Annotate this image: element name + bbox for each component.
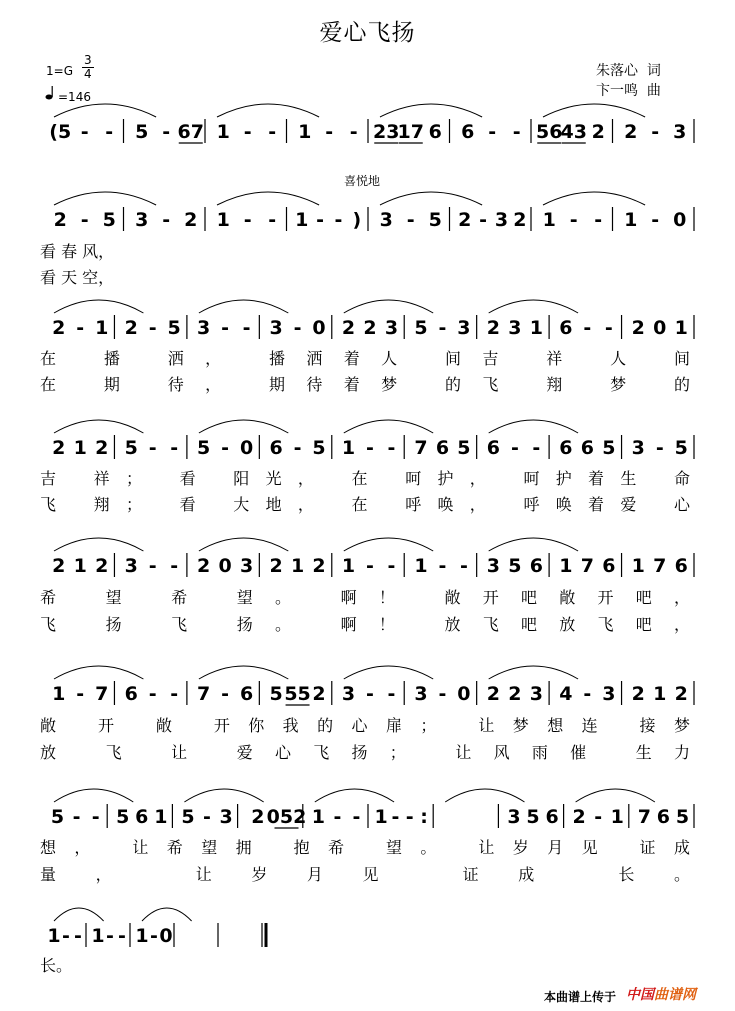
note-token: 3: [529, 683, 543, 705]
tie-arc: [199, 420, 288, 433]
note-token: 6: [124, 683, 138, 705]
note-token: 2: [674, 683, 688, 705]
note-token: 6: [269, 437, 283, 459]
note-token: 3: [239, 555, 254, 577]
note-token: 2: [52, 437, 66, 459]
note-token: 3: [341, 683, 356, 705]
tie-arc: [344, 538, 433, 551]
note-token: 5: [124, 437, 138, 459]
tie-arc: [344, 300, 433, 313]
lyric-line: 在 播 洒， 播洒着人 间吉 祥 人 间: [40, 349, 690, 368]
note-token: -: [243, 209, 252, 231]
note-token: 2: [95, 555, 109, 577]
note-token: -: [170, 683, 179, 705]
note-token: -: [148, 683, 157, 705]
note-token: 2: [624, 121, 638, 143]
note-token: -: [91, 806, 100, 828]
tie-arc: [543, 192, 645, 205]
note-token: 1: [47, 925, 61, 947]
note-token: 5: [602, 437, 616, 459]
note-token: -: [532, 437, 541, 459]
tie-arc: [54, 666, 143, 679]
tie-arc: [54, 420, 143, 433]
note-token: 2: [572, 806, 586, 828]
site-logo: [626, 984, 696, 1004]
note-token: -: [203, 806, 211, 828]
note-token: -: [334, 209, 343, 231]
tie-arc: [217, 104, 319, 117]
lyric-line: 敞 开 敞 开你我的心扉； 让梦想连 接梦: [40, 716, 690, 735]
note-token: -: [604, 317, 613, 339]
note-token: -: [62, 925, 70, 947]
note-token: -: [80, 209, 89, 231]
note-token: -: [438, 683, 447, 705]
note-token: 3: [384, 317, 399, 339]
note-token: -: [569, 209, 578, 231]
note-token: 0: [653, 317, 667, 339]
note-token: 1: [559, 555, 573, 577]
note-token: -: [366, 555, 374, 577]
note-token: 5: [457, 437, 471, 459]
tie-arc: [315, 789, 394, 802]
note-token: 5: [414, 317, 428, 339]
note-token: -: [333, 806, 342, 828]
note-token: -: [352, 806, 361, 828]
tie-arc: [199, 538, 288, 551]
lyric-line: 长。: [40, 956, 73, 975]
note-token: 2: [269, 555, 283, 577]
note-token: 2: [52, 555, 66, 577]
note-token: -: [488, 121, 497, 143]
note-token: -: [406, 209, 415, 231]
note-token: 1: [73, 437, 87, 459]
tie-arc: [445, 789, 524, 802]
note-token: 5: [675, 806, 690, 828]
note-token: 3: [673, 121, 687, 143]
note-token: 6: [529, 555, 543, 577]
note-token: 6: [559, 437, 573, 459]
note-token: 5: [181, 806, 195, 828]
note-token: -: [293, 317, 302, 339]
note-token: 6: [580, 437, 594, 459]
note-token: 5: [674, 437, 688, 459]
note-token: 1: [295, 209, 309, 231]
composer-credit: 卞一鸣 曲: [596, 83, 661, 99]
expression-marking: 喜悦地: [344, 174, 381, 188]
note-token: 1: [290, 555, 305, 577]
note-token: -: [583, 317, 592, 339]
note-token: -: [325, 121, 334, 143]
note-token: -: [594, 806, 603, 828]
note-token: 3: [269, 317, 283, 339]
lyric-line: 量， 让岁月见 证成 长。: [40, 865, 690, 884]
note-token: 2: [312, 683, 326, 705]
note-token: -: [405, 806, 414, 828]
tie-arc: [543, 104, 645, 117]
note-token: 7: [414, 437, 428, 459]
note-token: 5: [50, 806, 65, 828]
note-token: 0: [673, 209, 687, 231]
note-token: 6: [559, 317, 573, 339]
note-token: -: [366, 683, 374, 705]
note-token: -: [80, 121, 89, 143]
tie-arc: [54, 104, 156, 117]
note-token: 2: [197, 555, 211, 577]
note-token: 5: [116, 806, 130, 828]
note-token: 2: [591, 121, 605, 143]
note-token: 3: [414, 683, 428, 705]
tie-arc: [54, 789, 133, 802]
note-token: 1: [341, 437, 356, 459]
note-token: 2: [486, 683, 501, 705]
note-token: 6: [545, 806, 559, 828]
note-token: -: [118, 925, 126, 947]
note-token: -: [221, 437, 230, 459]
note-token: 5: [269, 683, 283, 705]
note-token: -: [221, 683, 230, 705]
note-token: -: [105, 121, 114, 143]
meter-numerator: 3: [84, 53, 92, 67]
note-token: 2: [251, 806, 265, 828]
note-token: 2: [508, 683, 522, 705]
tie-arc: [380, 104, 482, 117]
song-title: 爱心飞扬: [319, 20, 416, 46]
note-token: 17: [397, 121, 424, 143]
note-token: 0: [312, 317, 326, 339]
note-token: 5: [167, 317, 181, 339]
note-token: -: [316, 209, 325, 231]
tie-arc: [380, 192, 482, 205]
lyric-line: 看 天 空，: [40, 268, 115, 287]
note-token: 1: [73, 555, 87, 577]
note-token: 6: [674, 555, 688, 577]
note-token: -: [76, 683, 85, 705]
note-token: 052: [266, 806, 307, 828]
note-token: 1: [631, 555, 645, 577]
note-token: 1: [154, 806, 168, 828]
note-token: 3: [135, 209, 149, 231]
meter-denominator: 4: [84, 67, 92, 81]
note-token: 3: [124, 555, 138, 577]
note-token: 3: [457, 317, 471, 339]
note-token: 1: [216, 121, 230, 143]
note-token: 1: [624, 209, 638, 231]
note-token: 7: [197, 683, 211, 705]
note-token: -: [583, 683, 592, 705]
note-token: -: [293, 437, 302, 459]
note-token: 6: [135, 806, 149, 828]
note-token: 1: [653, 683, 667, 705]
note-token: 2: [52, 317, 66, 339]
tie-arc: [489, 300, 578, 313]
note-token: -: [387, 683, 396, 705]
note-token: -: [366, 437, 374, 459]
note-token: 2: [95, 437, 109, 459]
note-token: -: [170, 555, 179, 577]
note-token: 6: [602, 555, 616, 577]
note-token: 1: [311, 806, 325, 828]
note-token: -: [170, 437, 179, 459]
tie-arc: [344, 666, 433, 679]
note-token: -: [162, 209, 171, 231]
note-token: 2: [363, 317, 377, 339]
note-token: 1: [610, 806, 624, 828]
note-token: 6: [428, 121, 442, 143]
note-token: 1: [341, 555, 356, 577]
note-token: -: [510, 437, 519, 459]
tie-arc: [489, 538, 578, 551]
tie-arc: [489, 666, 578, 679]
note-token: -: [148, 317, 157, 339]
tie-arc: [199, 300, 288, 313]
note-token: -: [106, 925, 114, 947]
note-token: 6: [435, 437, 450, 459]
note-token: 1: [542, 209, 556, 231]
note-token: 3: [508, 317, 522, 339]
note-token: :: [420, 806, 428, 828]
note-token: 5: [526, 806, 540, 828]
note-token: -: [268, 209, 277, 231]
note-token: 0: [239, 437, 254, 459]
note-token: -: [651, 209, 660, 231]
tie-arc: [576, 789, 655, 802]
note-token: 1: [374, 806, 388, 828]
note-token: 5: [102, 209, 116, 231]
lyric-line: 放 飞 让 爱心飞扬； 让风雨催 生力: [40, 743, 690, 762]
note-token: 7: [580, 555, 594, 577]
note-token: -: [387, 555, 396, 577]
note-token: 2: [458, 209, 472, 231]
note-token: -: [243, 121, 252, 143]
note-token: 5: [428, 209, 442, 231]
note-token: -: [438, 555, 447, 577]
lyric-line: 想， 让希望拥 抱希 望。 让岁月见 证成: [40, 838, 690, 857]
note-token: -: [76, 317, 85, 339]
note-token: 5: [135, 121, 149, 143]
note-token: 6: [239, 683, 254, 705]
tie-arc: [489, 420, 578, 433]
logo-part1: 中国: [626, 987, 654, 1003]
note-token: 55: [284, 683, 311, 705]
note-token: 3: [379, 209, 393, 231]
note-token: -: [479, 209, 488, 231]
note-token: 2: [124, 317, 138, 339]
lyric-line: 希 望 希 望。 啊！ 敞开吧敞开吧，: [40, 588, 690, 607]
note-token: 0: [218, 555, 232, 577]
note-token: ): [352, 209, 362, 231]
note-token: -: [349, 121, 358, 143]
logo-part2: 曲谱网: [654, 987, 696, 1003]
note-token: 2: [513, 209, 527, 231]
note-token: -: [162, 121, 171, 143]
note-token: -: [268, 121, 277, 143]
tie-arc: [199, 666, 288, 679]
note-token: 23: [373, 121, 400, 143]
note-token: 3: [197, 317, 211, 339]
note-token: -: [387, 437, 396, 459]
lyric-line: 看 春 风，: [40, 242, 115, 261]
note-token: -: [651, 121, 660, 143]
note-token: -: [594, 209, 603, 231]
note-token: 56: [536, 121, 563, 143]
note-token: 1: [135, 925, 149, 947]
note-token: 7: [637, 806, 651, 828]
note-token: 6: [656, 806, 671, 828]
note-token: (5: [49, 121, 72, 143]
note-token: 5: [197, 437, 211, 459]
note-token: 1: [91, 925, 105, 947]
note-token: 67: [177, 121, 204, 143]
note-token: 6: [461, 121, 475, 143]
note-token: 7: [95, 683, 109, 705]
note-token: -: [72, 806, 81, 828]
tempo-marking: =146: [58, 90, 91, 104]
note-token: -: [74, 925, 82, 947]
key-signature: 1=G: [46, 64, 73, 78]
note-token: -: [221, 317, 230, 339]
tie-arc: [54, 192, 156, 205]
note-token: 1: [216, 209, 230, 231]
note-token: 5: [312, 437, 326, 459]
note-token: 1: [529, 317, 543, 339]
note-token: 3: [507, 806, 521, 828]
tie-arc: [184, 789, 263, 802]
note-token: -: [148, 437, 157, 459]
note-token: 1: [414, 555, 428, 577]
note-token: 6: [486, 437, 501, 459]
note-token: 5: [508, 555, 522, 577]
note-token: 2: [631, 317, 645, 339]
note-token: 0: [457, 683, 471, 705]
note-token: 3: [486, 555, 501, 577]
note-token: 1: [95, 317, 109, 339]
lyric-line: 吉 祥； 看 阳光， 在 呵护， 呵护着生 命: [40, 469, 690, 488]
lyric-line: 在 期 待， 期待着梦 的飞 翔 梦 的: [40, 375, 690, 394]
lyric-line: 飞 翔； 看 大地， 在 呼唤， 呼唤着爱 心: [40, 495, 690, 514]
note-token: 2: [184, 209, 198, 231]
note-token: 3: [631, 437, 645, 459]
note-token: 1: [674, 317, 688, 339]
tie-arc: [344, 420, 433, 433]
note-token: -: [459, 555, 468, 577]
tie-arc: [217, 192, 319, 205]
note-token: -: [438, 317, 447, 339]
tie-arc: [142, 908, 192, 921]
tie-arc: [54, 908, 104, 921]
note-token: 43: [560, 121, 587, 143]
note-token: 2: [312, 555, 326, 577]
note-token: -: [391, 806, 400, 828]
note-token: 2: [341, 317, 356, 339]
note-token: 4: [559, 683, 573, 705]
note-token: -: [512, 121, 521, 143]
note-token: 3: [219, 806, 233, 828]
note-token: 2: [631, 683, 645, 705]
note-token: -: [655, 437, 664, 459]
note-token: 0: [159, 925, 173, 947]
note-token: 1: [298, 121, 312, 143]
footer-upload-text: 本曲谱上传于: [544, 990, 617, 1004]
tie-arc: [54, 300, 143, 313]
note-token: -: [148, 555, 157, 577]
note-token: 7: [653, 555, 667, 577]
note-token: 1: [52, 683, 66, 705]
note-token: -: [150, 925, 158, 947]
note-token: 3: [602, 683, 616, 705]
lyric-line: 飞 扬 飞 扬。 啊！ 放飞吧放飞吧，: [40, 615, 690, 634]
note-token: 2: [53, 209, 67, 231]
note-token: -: [242, 317, 251, 339]
note-token: 3: [494, 209, 509, 231]
lyricist-credit: 朱落心 词: [596, 63, 661, 79]
note-token: 2: [486, 317, 501, 339]
tie-arc: [54, 538, 143, 551]
